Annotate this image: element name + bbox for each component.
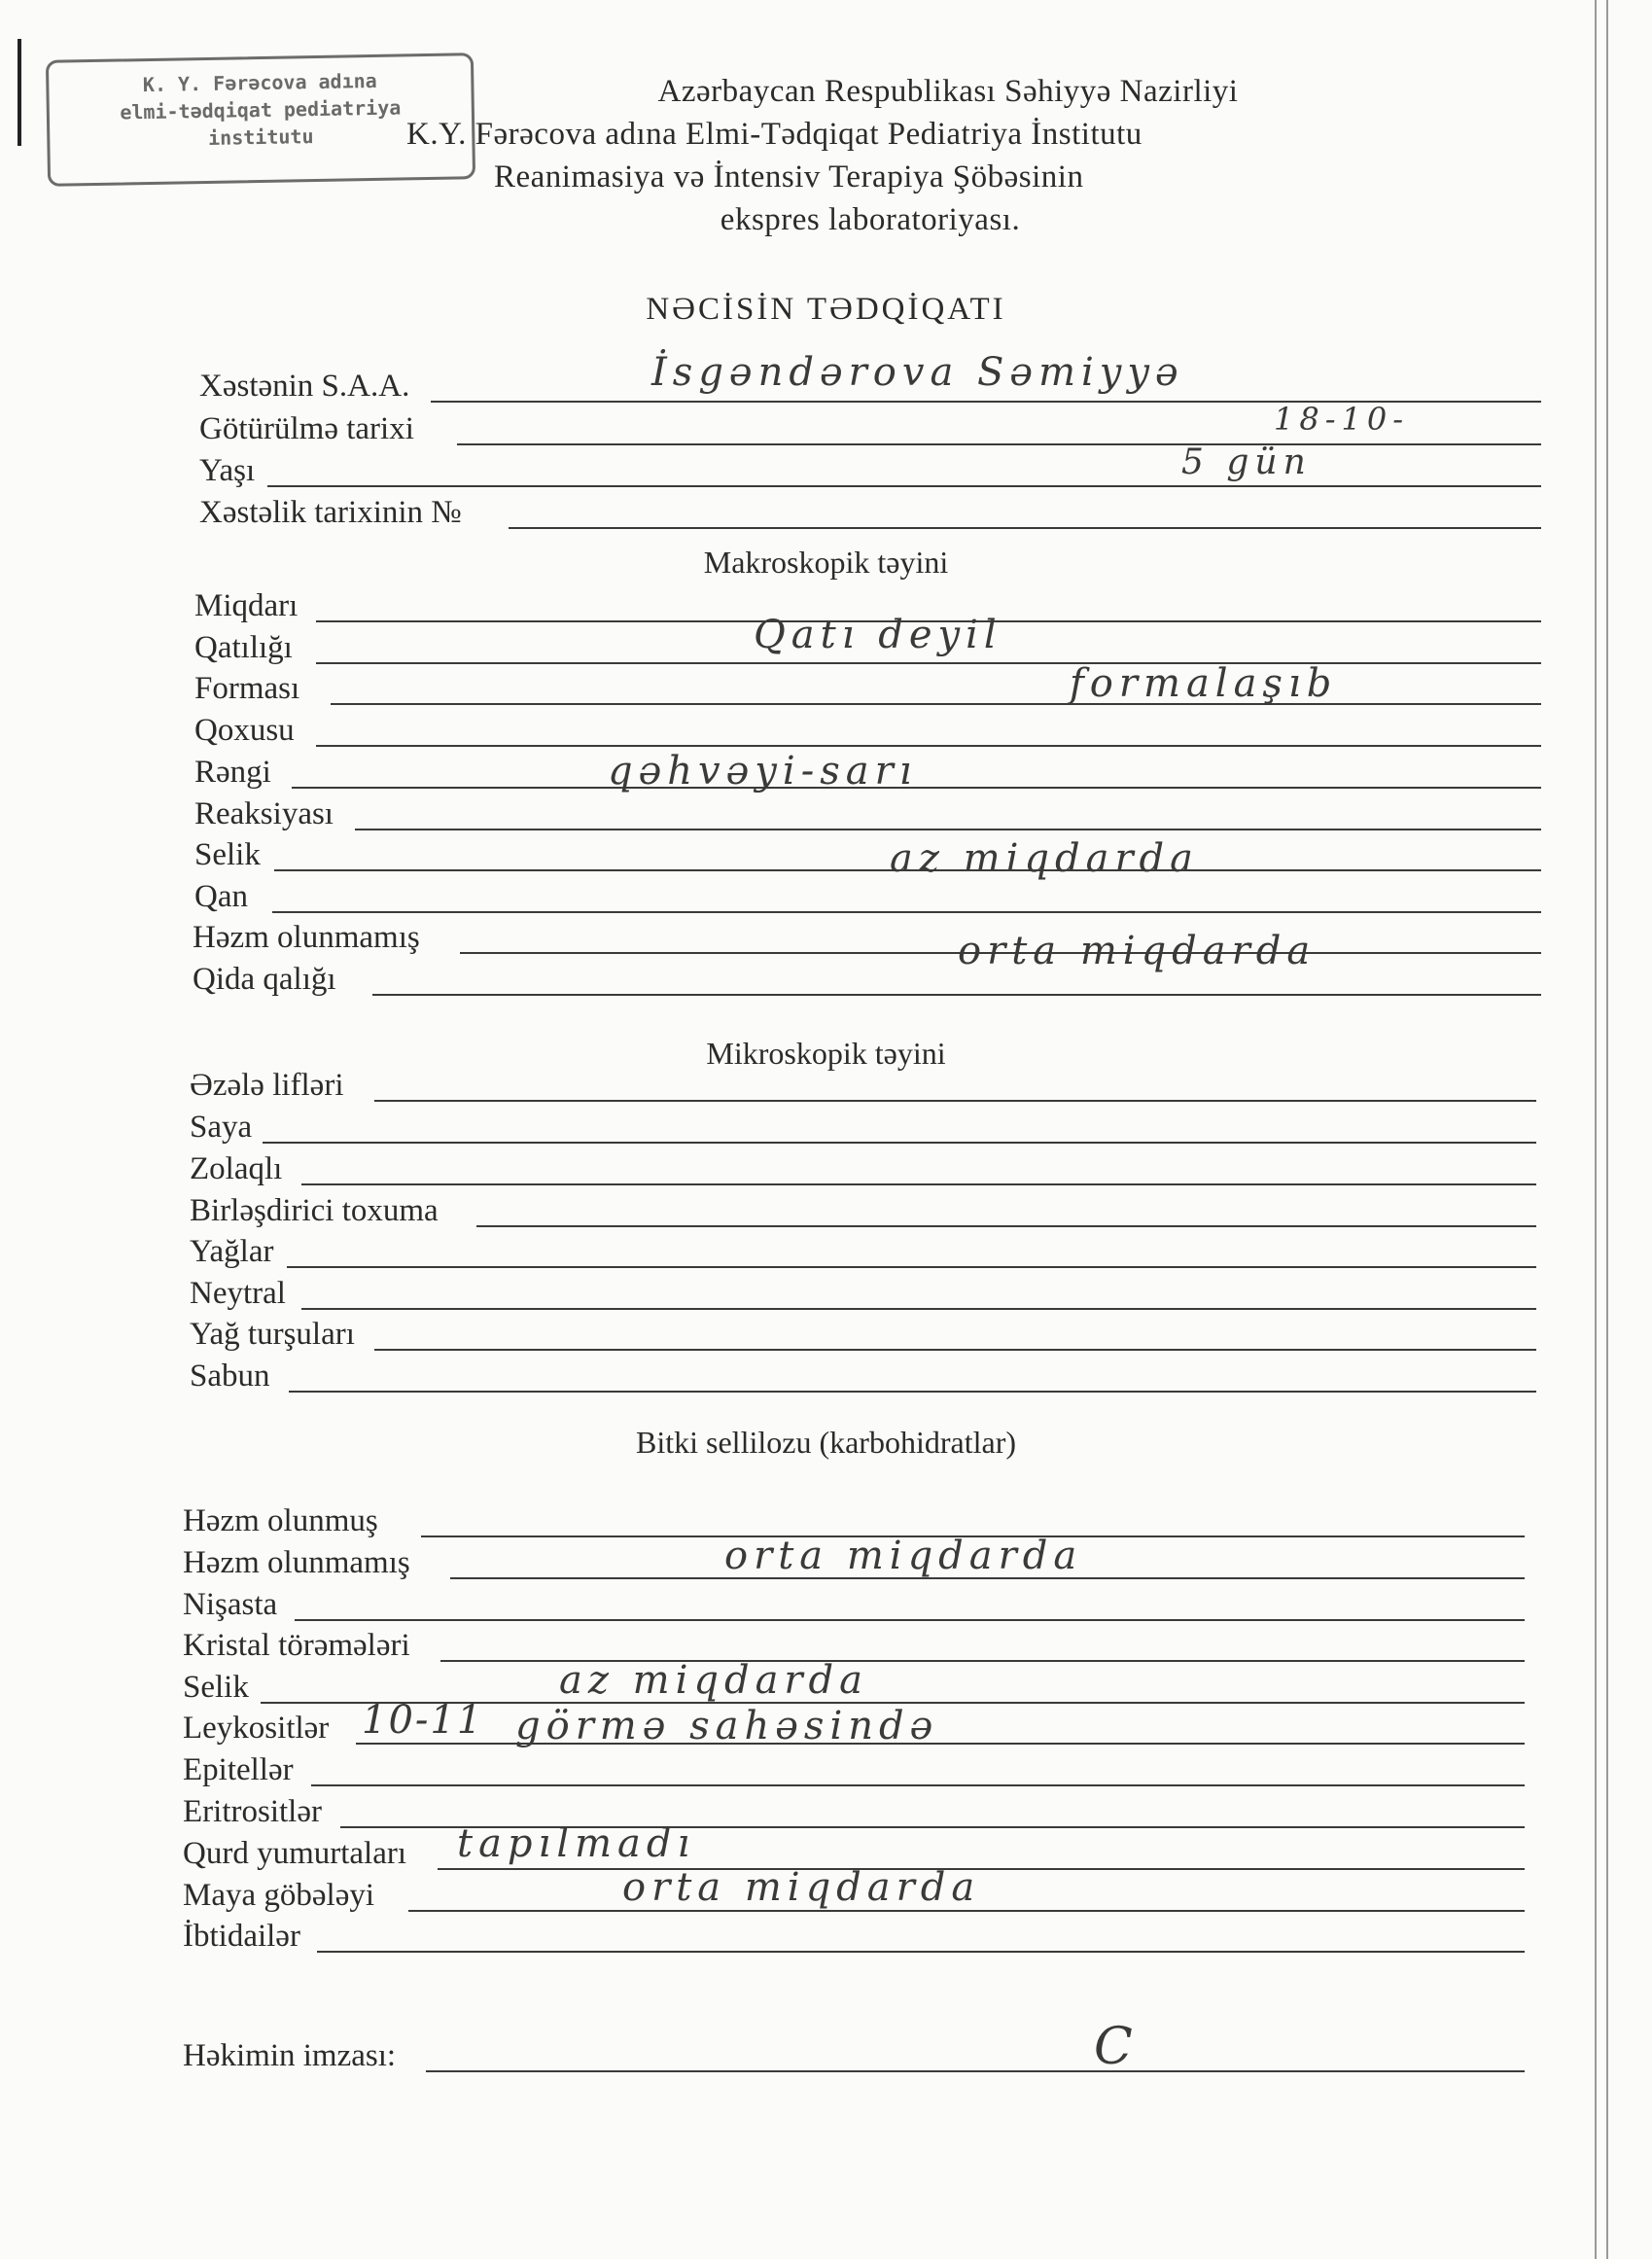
field-label: Leykositlər — [183, 1711, 330, 1746]
section-cellulose-title: Bitki sellilozu (karbohidratlar) — [636, 1425, 1016, 1460]
field-line — [374, 1349, 1536, 1351]
field-line — [408, 1910, 1525, 1912]
field-erythrocytes — [183, 1793, 1525, 1832]
field-striated — [190, 1150, 1536, 1189]
field-label: Götürülmə tarixi — [199, 411, 414, 446]
handwritten-mucus: az miqdarda — [890, 836, 1199, 881]
header-lab: ekspres laboratoriyası. — [720, 202, 1021, 237]
field-label: Miqdarı — [194, 588, 299, 623]
field-connective-tissue — [190, 1192, 1536, 1231]
field-starch — [183, 1586, 1525, 1625]
field-line — [311, 1784, 1525, 1786]
section-macroscopic-title: Makroskopik təyini — [703, 545, 949, 580]
field-line — [301, 1183, 1536, 1185]
section-microscopic-title: Mikroskopik təyini — [706, 1036, 946, 1071]
field-label: Xəstəlik tarixinin № — [199, 495, 462, 530]
field-label: Kristal törəmələri — [183, 1628, 410, 1663]
field-line — [374, 1100, 1536, 1102]
field-fats — [190, 1233, 1536, 1272]
field-label: Həzm olunmamış — [183, 1545, 410, 1580]
field-mucus — [194, 836, 1541, 875]
field-soap — [190, 1358, 1536, 1396]
field-label: Selik — [194, 837, 261, 872]
field-line — [355, 829, 1541, 830]
field-line — [267, 485, 1541, 487]
field-line — [287, 1266, 1536, 1268]
field-label: İbtidailər — [183, 1919, 300, 1954]
field-label: Qatılığı — [194, 630, 293, 665]
field-label: Neytral — [190, 1276, 286, 1311]
field-line — [272, 911, 1541, 913]
scan-edge-line — [1595, 0, 1597, 2259]
field-label: Yağlar — [190, 1234, 274, 1269]
field-muscle-fibers — [190, 1067, 1536, 1106]
field-epithelium — [183, 1751, 1525, 1790]
field-label: Saya — [190, 1110, 253, 1145]
header-institute: K.Y. Fərəcova adına Elmi-Tədqiqat Pediatriya İnstitutu — [406, 117, 1142, 152]
field-line — [426, 2070, 1525, 2072]
field-line — [509, 527, 1541, 529]
handwritten-cellulose-undigested: orta miqdarda — [724, 1534, 1083, 1578]
field-line — [316, 745, 1541, 747]
handwritten-date: 18-10- — [1274, 401, 1410, 438]
field-smell — [194, 712, 1541, 751]
field-line — [331, 703, 1541, 705]
field-label: Qida qalığı — [193, 962, 336, 997]
field-blood — [194, 878, 1541, 917]
field-label: Eritrositlər — [183, 1794, 322, 1829]
field-reaction — [194, 795, 1541, 834]
field-line — [372, 994, 1541, 996]
field-label: Forması — [194, 671, 300, 706]
field-fatty-acids — [190, 1316, 1536, 1355]
handwritten-patient-name: İsgəndərova Səmiyyə — [651, 350, 1184, 395]
field-label: Zolaqlı — [190, 1151, 283, 1186]
field-line — [289, 1391, 1536, 1393]
field-label: Həzm olunmamış — [193, 920, 420, 955]
stamp-line: elmi-tədqiqat pediatriya — [120, 95, 402, 124]
field-line — [295, 1619, 1525, 1621]
handwritten-color: qəhvəyi-sarı — [608, 749, 918, 794]
field-line — [263, 1142, 1536, 1144]
field-history-number — [199, 494, 1541, 533]
field-form — [194, 670, 1541, 709]
field-label: Xəstənin S.A.A. — [199, 369, 410, 404]
field-label: Qoxusu — [194, 713, 295, 748]
field-label: Epitellər — [183, 1752, 294, 1787]
scan-edge-line — [1606, 0, 1608, 2259]
scan-margin-mark — [18, 39, 21, 146]
field-line — [476, 1225, 1536, 1227]
field-label: Həkimin imzası: — [183, 2038, 397, 2073]
handwritten-form: formalaşıb — [1070, 661, 1338, 706]
field-label: Nişasta — [183, 1587, 278, 1622]
handwritten-age: 5 gün — [1181, 442, 1312, 482]
handwritten-leukocyte-count: 10-11 — [362, 1698, 484, 1743]
doctor-signature: C — [1094, 2018, 1139, 2076]
header-ministry: Azərbaycan Respublikası Səhiyyə Nazirliyi — [657, 74, 1239, 109]
field-line — [438, 1868, 1525, 1870]
field-doctor-signature — [183, 2037, 1525, 2076]
field-label: Yaşı — [199, 453, 256, 488]
field-smooth — [190, 1109, 1536, 1147]
field-label: Reaksiyası — [194, 796, 334, 831]
stamp-line: K. Y. Fərəcova adına — [142, 68, 377, 97]
field-label: Əzələ lifləri — [190, 1068, 344, 1103]
form-title: NƏCİSİN TƏDQİQATI — [646, 292, 1006, 327]
header — [406, 70, 1303, 241]
field-macro-undigested — [193, 919, 1541, 958]
field-label: Qan — [194, 879, 248, 914]
field-label: Yağ turşuları — [190, 1317, 355, 1352]
field-label: Qurd yumurtaları — [183, 1836, 407, 1871]
field-label: Selik — [183, 1670, 249, 1705]
field-food-residue — [193, 961, 1541, 1000]
handwritten-leukocytes: görmə sahəsində — [515, 1704, 939, 1748]
field-label: Birləşdirici toxuma — [190, 1193, 439, 1228]
field-label: Sabun — [190, 1359, 270, 1394]
field-label: Rəngi — [194, 755, 271, 790]
field-line — [301, 1308, 1536, 1310]
field-label: Həzm olunmuş — [183, 1503, 378, 1538]
field-protozoa — [183, 1918, 1525, 1957]
handwritten-cellulose-mucus: az miqdarda — [559, 1658, 868, 1703]
handwritten-consistency: Qatı deyil — [754, 613, 1002, 657]
field-line — [457, 443, 1541, 445]
handwritten-macro-undigested: orta miqdarda — [958, 929, 1317, 973]
field-neutral — [190, 1275, 1536, 1314]
field-label: Maya göbələyi — [183, 1878, 375, 1913]
header-department: Reanimasiya və İntensiv Terapiya Şöbəsinin — [494, 159, 1084, 194]
handwritten-worm-eggs: tapılmadı — [457, 1821, 696, 1866]
field-age — [199, 452, 1541, 491]
field-line — [316, 662, 1541, 664]
handwritten-yeast: orta miqdarda — [622, 1865, 981, 1910]
field-line — [317, 1951, 1525, 1953]
stamp-line: institutu — [207, 124, 314, 150]
